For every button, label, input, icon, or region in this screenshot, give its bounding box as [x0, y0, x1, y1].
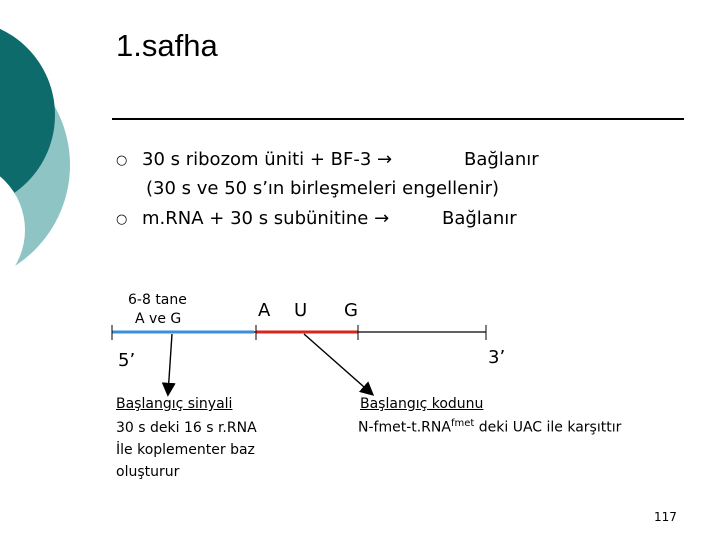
bullet-2-right: Bağlanır — [442, 208, 517, 229]
codon-a: A — [258, 300, 271, 321]
start-codon-desc-sup: fmet — [450, 418, 475, 429]
signal-desc-line2: İle koplementer baz — [116, 442, 255, 458]
start-codon-heading: Başlangıç kodunu — [360, 396, 484, 412]
start-codon-desc-suffix: deki UAC ile karşıttır — [474, 419, 622, 436]
bullet-2-left: m.RNA + 30 s subünitine → — [142, 208, 390, 229]
arrow-to-start-codon — [304, 334, 372, 394]
codon-g: G — [344, 300, 358, 321]
bullet-1-left: 30 s ribozom üniti + BF-3 → — [142, 149, 393, 170]
page-number: 117 — [654, 510, 677, 524]
signal-desc-line1: 30 s deki 16 s r.RNA — [116, 420, 257, 436]
signal-desc-line3: oluşturur — [116, 464, 180, 480]
three-prime-label: 3’ — [488, 347, 506, 368]
arrow-to-signal — [168, 334, 172, 394]
start-codon-desc — [358, 418, 621, 436]
bullet-1-line2: (30 s ve 50 s’ın birleşmeleri engellenir) — [146, 178, 500, 199]
av-g-label-line1: 6-8 tane — [128, 292, 187, 308]
start-codon-desc-prefix: N-fmet-t.RNA — [358, 419, 451, 436]
av-g-label-line2: A ve G — [135, 311, 182, 327]
bullet-circle-icon: ○ — [116, 212, 128, 227]
signal-heading: Başlangıç sinyali — [116, 396, 233, 412]
bullet-circle-icon: ○ — [116, 153, 128, 168]
page-title: 1.safha — [116, 28, 218, 63]
codon-u: U — [294, 300, 308, 321]
bullet-1-right: Bağlanır — [464, 149, 539, 170]
five-prime-label: 5’ — [118, 350, 136, 371]
